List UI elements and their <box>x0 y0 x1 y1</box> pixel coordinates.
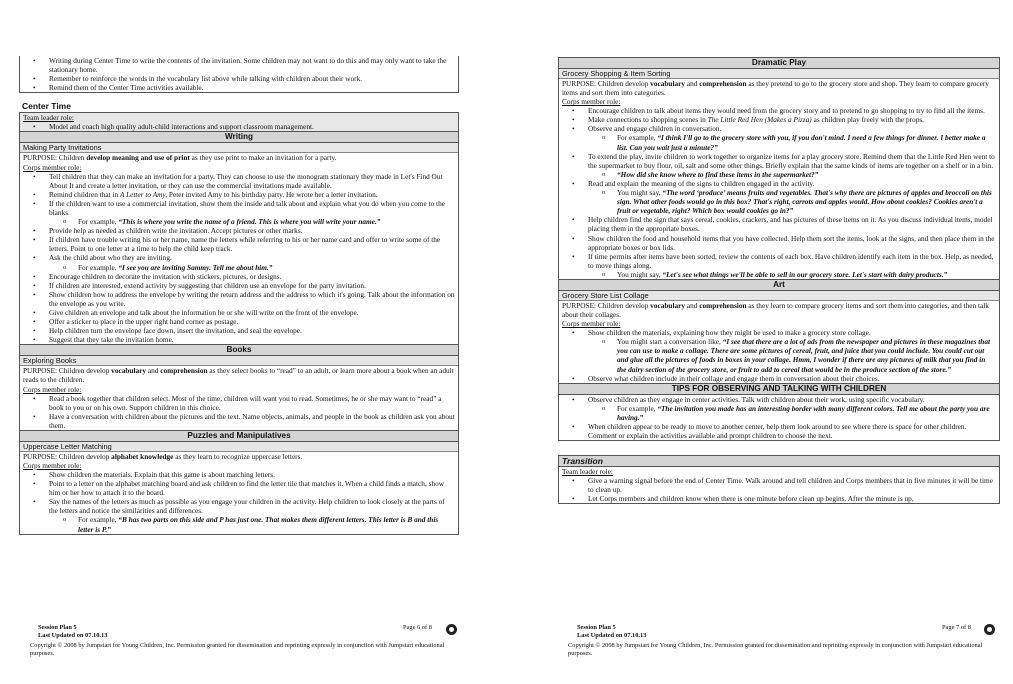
footer-session: Session Plan 5 <box>38 624 77 631</box>
list-item: • Let Corps members and children know when there is one minute before clean up begins. After the minute is up, <box>588 494 996 503</box>
list-item: • Tell children that they can make an invitation for a party. They can choose to use the monogram stationary they made in Let's Find Out About It and create a letter invitation, or they can use the commercial invitations made available. <box>49 172 455 190</box>
transition-section <box>558 467 1000 504</box>
continued-section <box>19 56 459 93</box>
sub-list-item: o “How did she know where to find these items in the supermarket?” <box>617 170 996 179</box>
jumpstart-logo-icon <box>446 624 457 635</box>
purpose-text: PURPOSE: Children develop meaning and use of print as they use print to make an invitation for a party. <box>23 153 337 163</box>
dramatic-play-list <box>559 106 999 279</box>
list-item: • If children have trouble writing his or her name, name the letters while referring to his or her name card and offer to write some of the letters. Point to one letter at a time to help the child keep track. <box>49 235 455 253</box>
list-item: • Help children turn the envelope face down, insert the invitation, and seal the envelope. <box>49 326 455 335</box>
sub-list-item: o For example, “I think I'll go to the grocery store with you, if you don't mind. I need a few things for dinner. I better make a list. Can you wait just a minute?” <box>617 133 996 151</box>
list-item: • Writing during Center Time to write the contents of the invitation. Some children may not want to do this and may only want to take the stationary home. <box>49 56 455 74</box>
purpose-text: PURPOSE: Children develop vocabulary and comprehension as they pretend to go to the grocery store and shop. They learn to compare grocery items and sort them into categories. <box>562 79 989 98</box>
list-item: • Encourage children to talk about items they would need from the grocery story and to pretend to go shopping to try to find all the items. <box>588 106 996 115</box>
list-item: • Show children how to address the envelope by writing the return address and the address to which it's going. Talk about the information on the envelope as you write. <box>49 290 455 308</box>
sub-list-item: o You might say, “Let's see what things we'll be able to sell in our grocery store. Let's start with dairy products.” <box>617 270 996 279</box>
continued-list <box>20 56 458 92</box>
team-leader-list <box>20 122 458 131</box>
list-item: • Read and explain the meaning of the signs to children engaged in the activity. o You might say, “The word ‘produce’ means fruits and vegetables. That's why there are pictures of apples and broccoli on this sign. What other foods would go in this box? That's right, carrots and apples would. How about cookies? Cookies aren't a fruit or vegetable, right? Which box would cookies go in?” <box>588 179 996 215</box>
team-leader-role: Team leader role: <box>23 113 74 123</box>
transition-list <box>559 476 999 503</box>
corps-member-role: Corps member role: <box>23 384 82 394</box>
section-header-puzzles: Puzzles and Manipulatives <box>19 431 459 442</box>
list-item: • Give a warning signal before the end of Center Time. Walk around and tell children and Corps members that in five minutes it will be time to clean up. <box>588 476 996 494</box>
sub-list-item: o You might start a conversation like, “I see that there are a lot of ads from the newspaper and pictures in these magazines that you can use to make a collage. There are some pictures of cereal, fruit, and juice that you could include. You could cut out and glue all the pictures of foods in boxes in your collage. Hmm, I wonder if there are any pictures of milk that you find in the dairy section of the grocery store, or fruit to add to cereal that would be in the produce section of the store.” <box>617 337 996 373</box>
center-time-title: Center Time <box>22 101 71 112</box>
corps-member-role: Corps member role: <box>23 461 82 470</box>
corps-member-role: Corps member role: <box>23 162 82 172</box>
section-header-writing: Writing <box>19 132 459 143</box>
page-7-content <box>558 57 1000 504</box>
list-item: • Read a book together that children select. Most of the time, children will want you to read. Sometimes, he or she may want to “read” a book to you or on his own. Support children in this choice. <box>49 394 455 412</box>
activity-title: Grocery Store List Collage <box>559 291 999 301</box>
activity-title: Uppercase Letter Matching <box>20 442 458 452</box>
list-item: • Observe children as they engage in center activities. Talk with children about their work, using specific vocabulary. o For example, “The invitation you made has an interesting border with many different colors. Tell me about the party you are having.” <box>588 395 996 422</box>
list-item: • Provide help as needed as children write the invitation. Accept pictures or other marks. <box>49 226 455 235</box>
list-item: • Ask the child about who they are inviting. o For example, “I see you are inviting Sammy. Tell me about him.” <box>49 253 455 271</box>
dramatic-play-section <box>558 69 1000 280</box>
transition-title: Transition <box>558 455 1000 467</box>
list-item: • If children are interested, extend activity by suggesting that children use an envelope for the party invitation. <box>49 281 455 290</box>
list-item: • Offer a sticker to place in the upper right hand corner as postage. <box>49 317 455 326</box>
page-footer <box>577 624 977 639</box>
footer-page-number: Page 7 of 8 <box>942 624 971 631</box>
list-item: • Help children find the sign that says cereal, cookies, crackers, and has pictures of these items on it. As you discuss individual items, model placing them in the appropriate boxes. <box>588 215 996 233</box>
list-item: • Encourage children to decorate the invitation with stickers, pictures, or designs. <box>49 272 455 281</box>
sub-list-item: o For example, “This is where you write the name of a friend. This is where you will write your name.” <box>78 217 455 226</box>
footer-copyright: Copyright © 2008 by Jumpstart for Young Children, Inc. Permission granted for dissemination and reprinting expressly in conjunction with Jumpstart educational purposes. <box>568 642 983 657</box>
page-footer <box>38 624 438 639</box>
list-item: • Show children the materials. Explain that this game is about matching letters. <box>49 470 455 479</box>
footer-session: Session Plan 5 <box>577 624 616 631</box>
footer-updated: Last Updated on 07.10.13 <box>577 631 647 639</box>
team-leader-role: Team leader role: <box>562 467 613 477</box>
corps-member-role: Corps member role: <box>562 319 621 329</box>
list-item: • Show children the materials, explaining how they might be used to make a grocery store collage. o You might start a conversation like, “I see that there are a lot of ads from the newspaper and pictures in these magazines that you can use to make a collage. There are some pictures of cereal, fruit, and juice that you could include. You could cut out and glue all the pictures of foods in boxes in your collage. Hmm, I wonder if there are any pictures of milk that you find in the dairy section of the grocery store, or fruit to add to cereal that would be in the produce section of the store.” <box>588 328 996 373</box>
list-item: • Make connections to shopping scenes in The Little Red Hen (Makes a Pizza) as children play freely with the props. <box>588 115 996 124</box>
art-list <box>559 328 999 383</box>
list-item: • Remind children that in A Letter to Amy, Peter invited Amy to his birthday party. He wrote her a letter invitation. <box>49 190 455 199</box>
activity-title: Exploring Books <box>20 356 458 366</box>
list-item: • Say the names of the letters as much as possible as you engage your children in the activity. Help children to look closely at the parts of the letters and notice the similarities and differences. o For example, “B has two parts on this side and P has just one. That makes them different letters. This letter is B and this letter is P.” <box>49 497 455 533</box>
page-6 <box>0 0 478 684</box>
purpose-text: PURPOSE: Children develop alphabet knowledge as they learn to recognize uppercase letters. <box>23 451 303 461</box>
footer-page-number: Page 6 of 8 <box>403 624 432 631</box>
sub-list-item: o For example, “The invitation you made has an interesting border with many different colors. Tell me about the party you are having.” <box>617 404 996 422</box>
purpose-text: PURPOSE: Children develop vocabulary and comprehension as they learn to compare grocery items and sort them into categories, and then talk about their collages. <box>562 300 989 320</box>
section-header-dramatic-play: Dramatic Play <box>558 57 1000 69</box>
list-item: • If the children want to use a commercial invitation, show them the inside and talk about and explain what you do when you come to the blanks. o For example, “This is where you write the name of a friend. This is where you will write your name.” <box>49 199 455 226</box>
list-item: • Point to a letter on the alphabet matching board and ask children to find the letter tile that matches it. When a child finds a match, show him or her how to attach it to the board. <box>49 479 455 497</box>
list-item: • To extend the play, invite children to work together to organize items for a play grocery store. Remind them that the Little Red Hen went to the supermarket to buy flour, oil, salt and some other things. Briefly explain that the same kinds of items are together on a shelf or in a bin. o “How did she know where to find these items in the supermarket?” <box>588 152 996 179</box>
list-item: • Remind them of the Center Time activities available. <box>49 83 455 92</box>
purpose-text: PURPOSE: Children develop vocabulary and comprehension as they select books to “read” to an adult, or learn more about a book when an adult reads to the children. <box>23 366 454 385</box>
footer-updated: Last Updated on 07.10.13 <box>38 631 108 639</box>
corps-member-role: Corps member role: <box>562 97 621 107</box>
list-item: • Remember to reinforce the words in the vocabulary list above while talking with children about their work. <box>49 74 455 83</box>
books-section <box>19 356 459 431</box>
jumpstart-logo-icon <box>984 624 995 635</box>
writing-list <box>20 172 458 345</box>
tips-section <box>558 395 1000 441</box>
list-item: • Have a conversation with children about the pictures and the text. Name objects, animals, and people in the book as children ask you about them. <box>49 412 455 430</box>
list-item: • If time permits after items have been sorted, review the contents of each box. Have children identify each item in the box. Help, as needed, to move things along. o You might say, “Let's see what things we'll be able to sell in our grocery store. Let's start with dairy products.” <box>588 252 996 279</box>
puzzles-list <box>20 470 458 534</box>
activity-title: Grocery Shopping & Item Sorting <box>559 69 999 79</box>
list-item: • When children appear to be ready to move to another center, help them look around to see where there is space for other children. Comment or explain the activities available and prompt children to choose the next. <box>588 422 996 440</box>
section-header-books: Books <box>19 345 459 356</box>
sub-list-item: o For example, “B has two parts on this side and P has just one. That makes them different letters. This letter is B and this letter is P.” <box>78 515 455 533</box>
section-header-tips: TIPS FOR OBSERVING AND TALKING WITH CHILDREN <box>558 384 1000 395</box>
writing-section <box>19 143 459 345</box>
list-item: • Observe and engage children in conversation. o For example, “I think I'll go to the grocery store with you, if you don't mind. I need a few things for dinner. I better make a list. Can you wait just a minute?” <box>588 124 996 151</box>
page-7 <box>540 0 1013 684</box>
list-item: • Observe what children include in their collage and engage them in conversation about their choices. <box>588 374 996 383</box>
sub-list-item: o For example, “I see you are inviting Sammy. Tell me about him.” <box>78 263 455 272</box>
section-header-art: Art <box>558 280 1000 291</box>
books-list <box>20 394 458 430</box>
team-leader-box <box>19 112 459 132</box>
tips-list <box>559 395 999 440</box>
list-item: • Show children the food and household items that you have collected. Help them sort the items, look at the signs, and then place them in the appropriate boxes or box lids. <box>588 234 996 252</box>
activity-title: Making Party Invitations <box>20 143 458 153</box>
puzzles-section <box>19 442 459 535</box>
list-item: • Give children an envelope and talk about the information he or she will write on the front of the envelope. <box>49 308 455 317</box>
page-6-content <box>19 56 459 535</box>
list-item: • Model and coach high quality adult-child interactions and support classroom management. <box>49 122 455 131</box>
sub-list-item: o You might say, “The word ‘produce’ means fruits and vegetables. That's why there are pictures of apples and broccoli on this sign. What other foods would go in this box? That's right, carrots and apples would. How about cookies? Cookies aren't a fruit or vegetable, right? Which box would cookies go in?” <box>617 188 996 215</box>
footer-copyright: Copyright © 2008 by Jumpstart for Young Children, Inc. Permission granted for dissemination and reprinting expressly in conjunction with Jumpstart educational purposes. <box>30 642 445 657</box>
list-item: • Suggest that they take the invitation home. <box>49 335 455 344</box>
art-section <box>558 291 1000 384</box>
